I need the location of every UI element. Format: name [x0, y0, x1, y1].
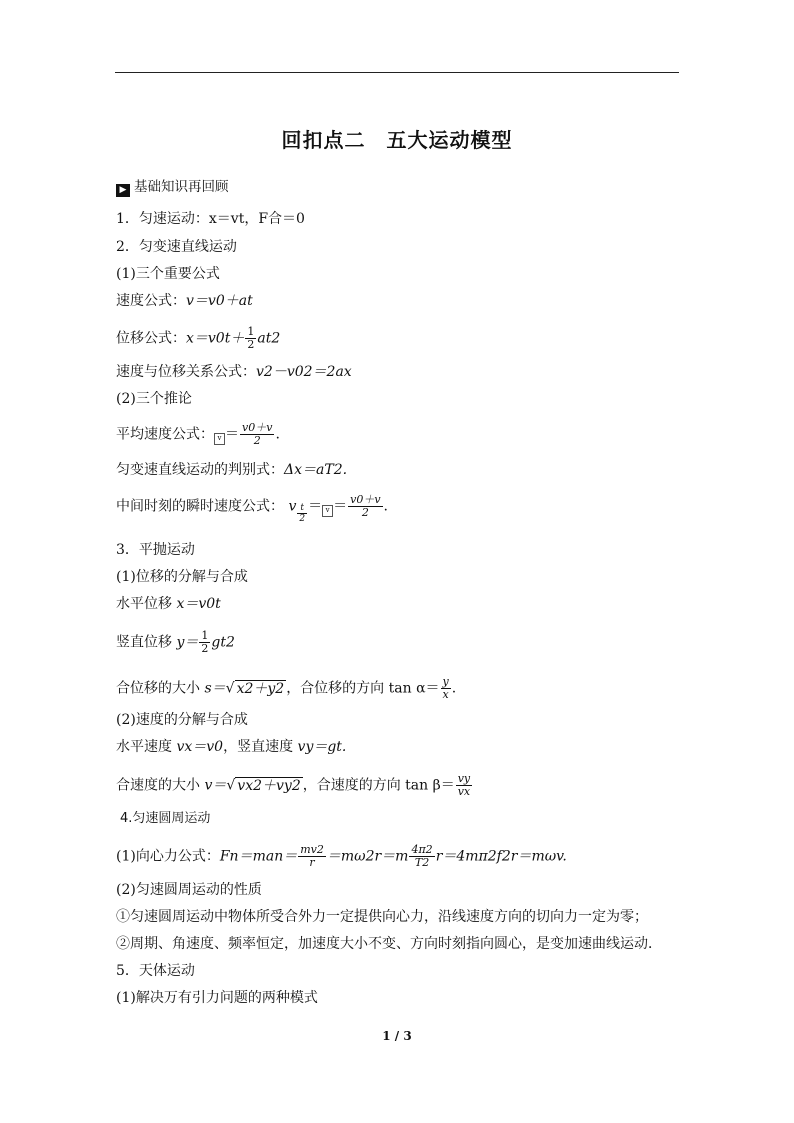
frac-den: 2: [247, 338, 255, 351]
frac-num: mv2: [300, 843, 324, 856]
page-number: 1 / 3: [382, 1029, 412, 1043]
rd-label: 合位移的大小: [116, 680, 205, 697]
line-three-formulas: (1)三个重要公式: [116, 266, 220, 282]
midtime-eq2: ＝: [333, 498, 348, 515]
midtime-v: v: [288, 498, 297, 515]
rd-radical: x2＋y2: [236, 680, 285, 697]
line-uniform-motion: 1．匀速运动：x＝vt，F合＝0: [116, 211, 305, 227]
cf-label: (1)向心力公式：: [116, 848, 220, 865]
line-uniform-accel: 2．匀变速直线运动: [116, 239, 237, 255]
fraction-avg: [240, 422, 274, 447]
frac-den: 2: [299, 513, 306, 524]
frac-num: 4π2: [411, 843, 433, 856]
frac-num: vy: [457, 772, 471, 785]
frac-num: 1: [247, 325, 255, 338]
line-velocity-decomp: (2)速度的分解与合成: [116, 712, 248, 728]
play-triangle-icon: ▶: [116, 184, 130, 197]
cf-expr-c: r＝4mπ2f2r＝mωv.: [435, 848, 567, 865]
frac-den: x: [442, 688, 449, 701]
hv-expr: vx＝v0: [176, 739, 224, 755]
fraction-y-x: [441, 676, 451, 701]
line-resultant-displacement: 合位移的大小 s＝√ x2＋y2 ，合位移的方向 tan α＝ $\frac{y}{x}$ .: [116, 675, 457, 701]
frac-den: 2: [361, 506, 369, 519]
velocity-formula-expr: v＝v0＋at: [186, 293, 253, 309]
frac-den: 2: [253, 434, 261, 447]
vd2-label: 竖直位移: [116, 634, 177, 651]
vd-label: 速度与位移关系公式：: [116, 364, 256, 380]
line-circular-motion: 4.匀速圆周运动: [120, 811, 211, 826]
vv-label: ，竖直速度: [223, 739, 298, 755]
frac-num: v0＋v: [242, 421, 273, 434]
rv-radical: vx2＋vy2: [237, 777, 301, 794]
header-rule: [115, 72, 679, 73]
hv-label: 水平速度: [116, 739, 177, 755]
fraction-half: [245, 326, 256, 351]
fraction-vy-vx: [456, 773, 472, 798]
line-horizontal-velocity: [116, 738, 346, 756]
line-resultant-velocity: 合速度的大小 v＝√ vx2＋vy2 ，合速度的方向 tan β＝ $\frac{vy}{vx}$: [116, 772, 471, 798]
line-displacement-decomp: (1)位移的分解与合成: [116, 569, 248, 585]
line-gravitation-modes: (1)解决万有引力问题的两种模式: [116, 990, 318, 1006]
line-velocity-formula: [116, 292, 253, 310]
line-three-inferences: (2)三个推论: [116, 391, 192, 407]
avg-velocity-label: 平均速度公式：: [116, 426, 214, 443]
fraction-t-half: [297, 503, 307, 524]
v-bar-symbol-icon: v: [214, 433, 225, 445]
page-title: 回扣点二 五大运动模型: [281, 128, 513, 152]
frac-den: r: [309, 856, 315, 869]
rv-direction: ，合速度的方向 tan β＝: [302, 777, 455, 794]
midtime-eq1: ＝: [308, 498, 323, 515]
line-vertical-displacement: [116, 630, 235, 655]
line-displacement-formula: [116, 326, 280, 351]
discriminant-expr: Δx＝aT2.: [284, 462, 348, 478]
line-property-2: ②周期、角速度、频率恒定，加速度大小不变、方向时刻指向圆心，是变加速曲线运动．: [116, 936, 662, 952]
hd-expr: x＝v0t: [176, 596, 221, 612]
frac-num: y: [442, 675, 449, 688]
frac-den: 2: [201, 642, 209, 655]
line-discriminant: [116, 461, 347, 479]
line-celestial-motion: 5．天体运动: [116, 963, 195, 979]
line-property-1: ①匀速圆周运动中物体所受合外力一定提供向心力，沿线速度方向的切向力一定为零；: [116, 909, 648, 925]
vd-expr: v2－v02＝2ax: [256, 364, 352, 380]
hd-label: 水平位移: [116, 596, 177, 612]
line-midtime-velocity: 中间时刻的瞬时速度公式： v $\frac{t}{2}$ ＝ v ＝ $\frac{v0+v}{2}$ .: [116, 493, 388, 524]
vd2-expr-b: gt2: [211, 634, 235, 651]
line-average-velocity: 平均速度公式： v ＝ $\frac{v0+v}{2}$ .: [116, 421, 280, 447]
section-heading-text: 基础知识再回顾: [134, 179, 229, 195]
v-bar-symbol-icon: v: [322, 505, 333, 517]
displacement-expr-b: at2: [257, 330, 281, 347]
line-centripetal-force: [116, 844, 567, 869]
frac-den: T2: [414, 856, 430, 869]
vd2-expr-a: y＝: [176, 634, 199, 651]
frac-den: vx: [457, 785, 471, 798]
line-projectile: 3．平抛运动: [116, 542, 195, 558]
rd-expr-a: s＝: [204, 680, 226, 697]
frac-num: 1: [201, 629, 209, 642]
line-velocity-displacement: [116, 363, 352, 381]
displacement-formula-label: 位移公式：: [116, 330, 186, 347]
fraction-mv2-r: [298, 844, 326, 869]
rd-direction: ，合位移的方向 tan α＝: [286, 680, 440, 697]
frac-num: v0＋v: [350, 493, 381, 506]
velocity-formula-label: 速度公式：: [116, 293, 186, 309]
fraction-half: [199, 630, 210, 655]
fraction-4pi2-t2: [409, 844, 434, 869]
line-horizontal-displacement: [116, 595, 221, 613]
fraction-midtime: [348, 494, 382, 519]
displacement-expr-a: x＝v0t＋: [186, 330, 245, 347]
frac-num: t: [297, 503, 307, 514]
section-heading: [116, 178, 229, 197]
avg-eq: ＝: [225, 426, 239, 443]
line-circular-properties: (2)匀速圆周运动的性质: [116, 882, 262, 898]
rv-expr-a: v＝: [204, 777, 227, 794]
vv-expr: vy＝gt.: [297, 739, 347, 755]
discriminant-label: 匀变速直线运动的判别式：: [116, 462, 284, 478]
cf-expr-a: Fn＝man＝: [219, 848, 298, 865]
rv-label: 合速度的大小: [116, 777, 205, 794]
midtime-label: 中间时刻的瞬时速度公式：: [116, 498, 284, 515]
cf-expr-b: ＝mω2r＝m: [326, 848, 409, 865]
